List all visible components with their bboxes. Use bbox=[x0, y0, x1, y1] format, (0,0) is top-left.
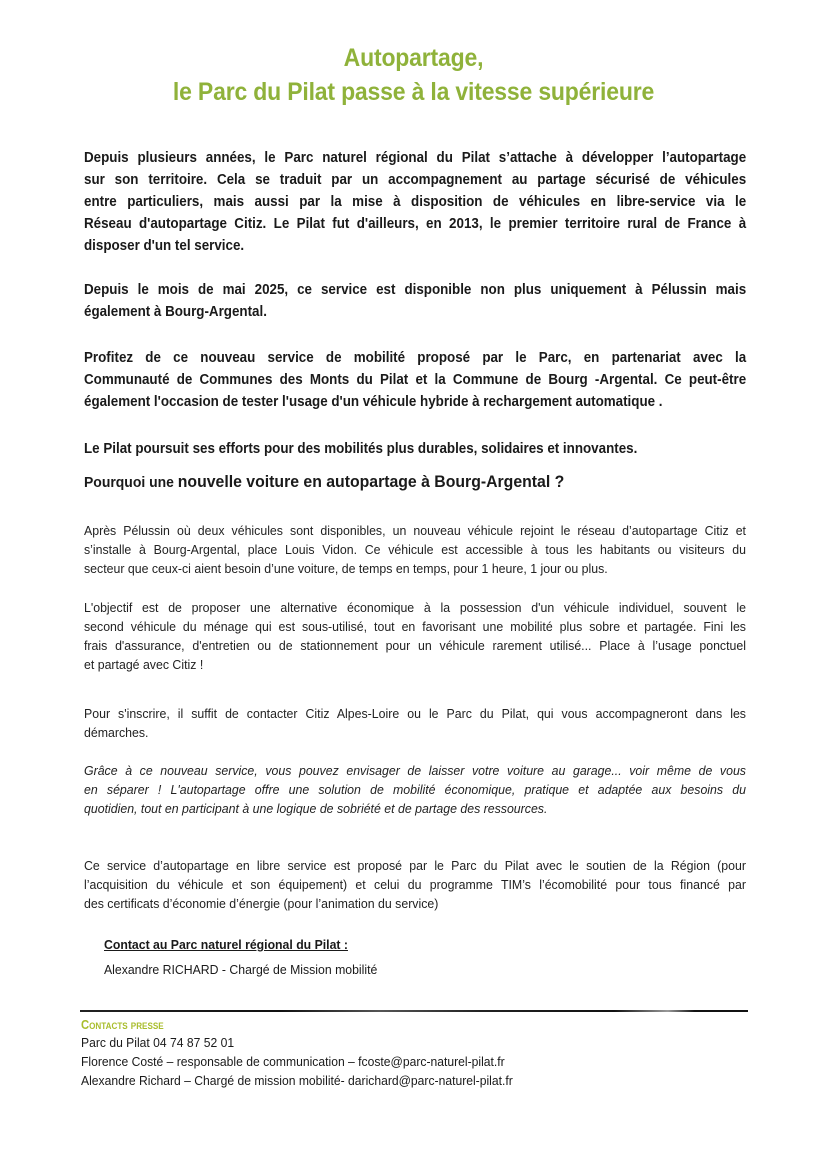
contact-title: Contact au Parc naturel régional du Pilat : bbox=[104, 937, 348, 952]
body-paragraph-4-italic bbox=[84, 761, 746, 818]
body-paragraph-5 bbox=[84, 856, 746, 913]
press-phone: Parc du Pilat 04 74 87 52 01 bbox=[81, 1035, 235, 1050]
text-line: s’installe à Bourg-Argental, place Louis Vidon. Ce véhicule est accessible à tous les habitants ou visiteurs du bbox=[84, 542, 746, 557]
footer-divider bbox=[80, 1010, 748, 1012]
body-paragraph-2 bbox=[84, 598, 746, 674]
text-line: et partagé avec Citiz ! bbox=[84, 657, 204, 672]
text-line: également l'occasion de tester l'usage d'un véhicule hybride à rechargement automatique . bbox=[84, 394, 663, 410]
press-contacts-title: Contacts presse bbox=[81, 1018, 164, 1032]
contact-person: Alexandre RICHARD - Chargé de Mission mobilité bbox=[104, 962, 378, 977]
text-line: Le Pilat poursuit ses efforts pour des mobilités plus durables, solidaires et innovantes. bbox=[84, 441, 638, 457]
press-contact-communication: Florence Costé – responsable de communication – fcoste@parc-naturel-pilat.fr bbox=[81, 1054, 505, 1069]
intro-paragraph-3 bbox=[84, 347, 746, 413]
text-line: Communauté de Communes des Monts du Pilat et la Commune de Bourg -Argental. Ce peut-être bbox=[84, 372, 747, 388]
text-line: Grâce à ce nouveau service, vous pouvez envisager de laisser votre voiture au garage... voir même de vous bbox=[84, 763, 746, 778]
press-contact-mobility: Alexandre Richard – Chargé de mission mobilité- darichard@parc-naturel-pilat.fr bbox=[81, 1073, 513, 1088]
section-heading-prefix: Pourquoi une bbox=[84, 474, 178, 491]
section-heading bbox=[84, 472, 746, 492]
document-title-line-2: le Parc du Pilat passe à la vitesse supérieure bbox=[172, 78, 655, 106]
text-line: disposer d'un tel service. bbox=[84, 238, 245, 254]
text-line: quotidien, tout en participant à une logique de sobriété et de partage des ressources. bbox=[84, 801, 548, 816]
text-line: Réseau d'autopartage Citiz. Le Pilat fut d'ailleurs, en 2013, le premier territoire rural de France à bbox=[84, 216, 747, 232]
body-paragraph-3 bbox=[84, 704, 746, 742]
text-line: Depuis plusieurs années, le Parc naturel régional du Pilat s’attache à développer l’autopartage bbox=[84, 150, 747, 166]
intro-paragraph-2 bbox=[84, 279, 746, 323]
body-paragraph-1 bbox=[84, 521, 746, 578]
text-line: sur son territoire. Cela se traduit par un accompagnement au partage sécurisé de véhicules bbox=[84, 172, 747, 188]
section-heading-main: nouvelle voiture en autopartage à Bourg-Argental ? bbox=[177, 472, 565, 491]
text-line: en séparer ! L'autopartage offre une solution de mobilité économique, pratique et adaptée aux besoins du bbox=[84, 782, 746, 797]
intro-paragraph-4 bbox=[84, 438, 746, 460]
text-line: l’acquisition du véhicule et son équipement) et celui du programme TIM’s l’écomobilité pour tous financé par bbox=[84, 877, 746, 892]
text-line: Depuis le mois de mai 2025, ce service est disponible non plus uniquement à Pélussin mais bbox=[84, 282, 747, 298]
text-line: L'objectif est de proposer une alternative économique à la possession d'un véhicule individuel, souvent le bbox=[84, 600, 746, 615]
text-line: entre particuliers, mais aussi par la mise à disposition de véhicules en libre-service via le bbox=[84, 194, 747, 210]
text-line: Profitez de ce nouveau service de mobilité proposé par le Parc, en partenariat avec la bbox=[84, 350, 747, 366]
text-line: Ce service d’autopartage en libre service est proposé par le Parc du Pilat avec le soutien de la Région (pour bbox=[84, 858, 746, 873]
text-line: démarches. bbox=[84, 725, 149, 740]
document-title-line-1: Autopartage, bbox=[343, 44, 484, 72]
text-line: Après Pélussin où deux véhicules sont disponibles, un nouveau véhicule rejoint le réseau d’autopartage Citiz et bbox=[84, 523, 746, 538]
text-line: second véhicule du ménage qui est sous-utilisé, tout en favorisant une mobilité plus sobre et partagée. Fini les bbox=[84, 619, 746, 634]
text-line: des certificats d’économie d’énergie (pour l’animation du service) bbox=[84, 896, 439, 911]
text-line: secteur que ceux-ci aient besoin d’une voiture, de temps en temps, pour 1 heure, 1 jour ou plus. bbox=[84, 561, 608, 576]
text-line: frais d'assurance, d'entretien ou de stationnement pour un véhicule rarement utilisé... Place à l’usage ponctuel bbox=[84, 638, 746, 653]
text-line: Pour s'inscrire, il suffit de contacter Citiz Alpes-Loire ou le Parc du Pilat, qui vous accompagneront dans les bbox=[84, 706, 746, 721]
text-line: également à Bourg-Argental. bbox=[84, 304, 267, 320]
intro-paragraph-1 bbox=[84, 147, 746, 257]
